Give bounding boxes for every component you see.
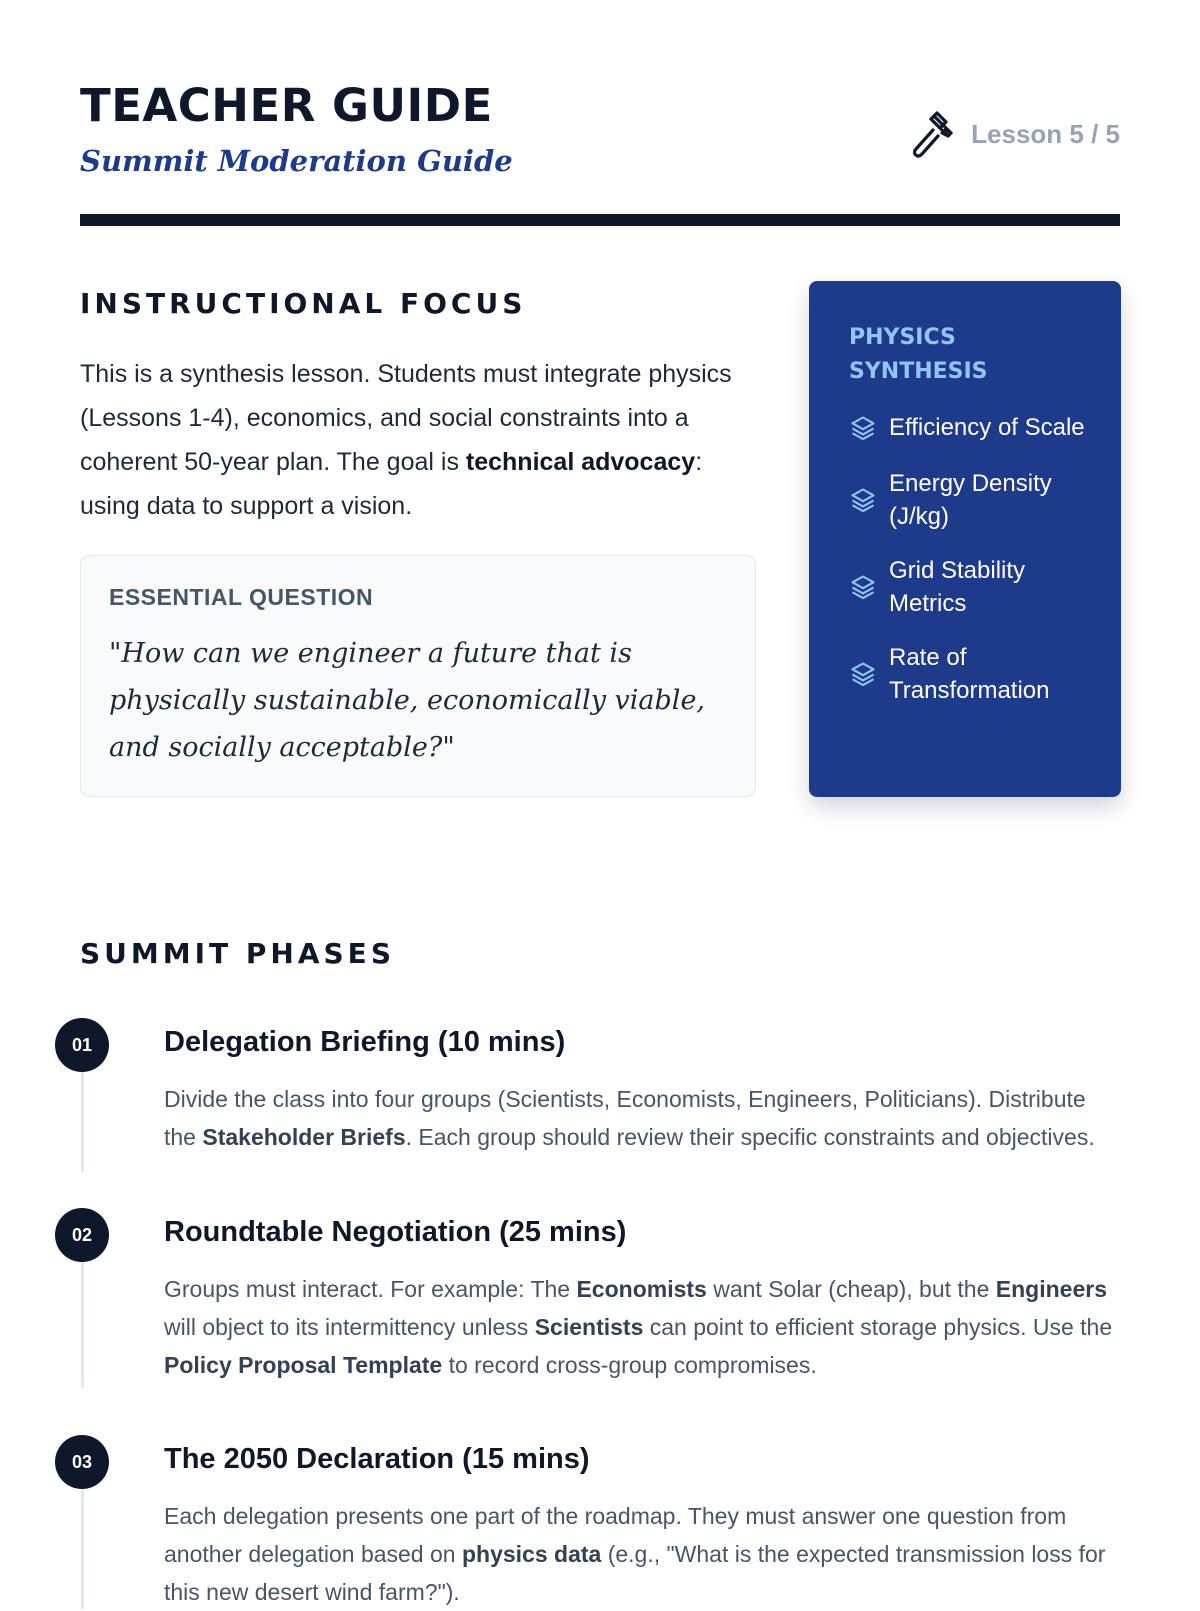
phase-bold: Scientists <box>534 1314 644 1340</box>
phase-text: will object to its intermittency unless <box>164 1314 535 1340</box>
phase-title: Roundtable Negotiation (25 mins) <box>164 1216 627 1248</box>
synthesis-item <box>849 554 1099 620</box>
synthesis-item <box>849 641 1099 707</box>
synthesis-item-label: Energy Density (J/kg) <box>889 470 1052 530</box>
phase-text: (e.g., "What is the expected transmission loss for this new desert wind farm?"). <box>164 1541 1106 1605</box>
layers-icon <box>849 660 877 688</box>
phase-bold: Economists <box>576 1276 707 1302</box>
phase-bold: Stakeholder Briefs <box>202 1124 406 1150</box>
section-heading-instructional-focus: INSTRUCTIONAL FOCUS <box>80 287 527 320</box>
lesson-counter: Lesson 5 / 5 <box>971 118 1120 149</box>
phase-title: Delegation Briefing (10 mins) <box>164 1026 566 1058</box>
phase-item <box>55 1435 1120 1605</box>
focus-text-1: This is a synthesis lesson. Students must integrate physics (Lessons 1-4), economics, and social constraints into a coherent 50-year plan. The goal is <box>80 360 732 476</box>
synthesis-item-label: Rate of Transformation <box>889 644 1050 704</box>
phase-title: The 2050 Declaration (15 mins) <box>164 1443 590 1475</box>
phase-description <box>164 1080 1114 1156</box>
synthesis-item-label: Grid Stability Metrics <box>889 557 1026 617</box>
gavel-icon <box>907 108 957 160</box>
phase-number-badge: 03 <box>55 1435 109 1489</box>
layers-icon <box>849 573 877 601</box>
essential-question-card <box>80 555 756 797</box>
page-header <box>80 78 1120 228</box>
phase-description <box>164 1270 1114 1384</box>
phase-bold: Policy Proposal Template <box>164 1352 443 1378</box>
focus-paragraph <box>80 352 760 528</box>
focus-text-2: : using data to support a vision. <box>80 448 703 520</box>
page-subtitle: Summit Moderation Guide <box>80 144 513 178</box>
phase-item <box>55 1018 1120 1158</box>
phase-text: can point to efficient storage physics. Use the <box>643 1314 1113 1340</box>
physics-synthesis-card <box>809 281 1121 797</box>
synthesis-item <box>849 467 1099 533</box>
synthesis-title: PHYSICS SYNTHESIS <box>849 325 988 384</box>
focus-bold: technical advocacy <box>465 448 696 476</box>
phase-text: to record cross-group compromises. <box>442 1352 817 1378</box>
phase-text: . Each group should review their specific constraints and objectives. <box>405 1124 1095 1150</box>
phase-number-badge: 01 <box>55 1018 109 1072</box>
phase-text: Divide the class into four groups (Scientists, Economists, Engineers, Politicians). Distribute the <box>164 1086 1086 1150</box>
phase-item <box>55 1208 1120 1388</box>
phase-text: Groups must interact. For example: The <box>164 1276 577 1302</box>
phase-text: want Solar (cheap), but the <box>706 1276 996 1302</box>
synthesis-item-label: Efficiency of Scale <box>889 414 1085 441</box>
essential-question-label: ESSENTIAL QUESTION <box>109 584 374 610</box>
synthesis-item <box>849 411 1099 444</box>
layers-icon <box>849 414 877 442</box>
header-divider <box>80 214 1120 226</box>
phase-text: Each delegation presents one part of the roadmap. They must answer one question from another delegation based on <box>164 1503 1067 1567</box>
phase-connector <box>81 1489 84 1609</box>
phase-connector <box>81 1072 84 1172</box>
phase-description <box>164 1497 1114 1611</box>
lesson-indicator <box>907 108 1120 160</box>
essential-question-text: "How can we engineer a future that is physically sustainable, economically viable, and socially acceptable?" <box>109 638 706 763</box>
phase-connector <box>81 1262 84 1388</box>
phase-number-badge: 02 <box>55 1208 109 1262</box>
section-heading-summit-phases: SUMMIT PHASES <box>80 937 395 970</box>
page-title: TEACHER GUIDE <box>80 79 493 132</box>
layers-icon <box>849 486 877 514</box>
phase-bold: physics data <box>461 1541 602 1567</box>
phase-bold: Engineers <box>995 1276 1107 1302</box>
